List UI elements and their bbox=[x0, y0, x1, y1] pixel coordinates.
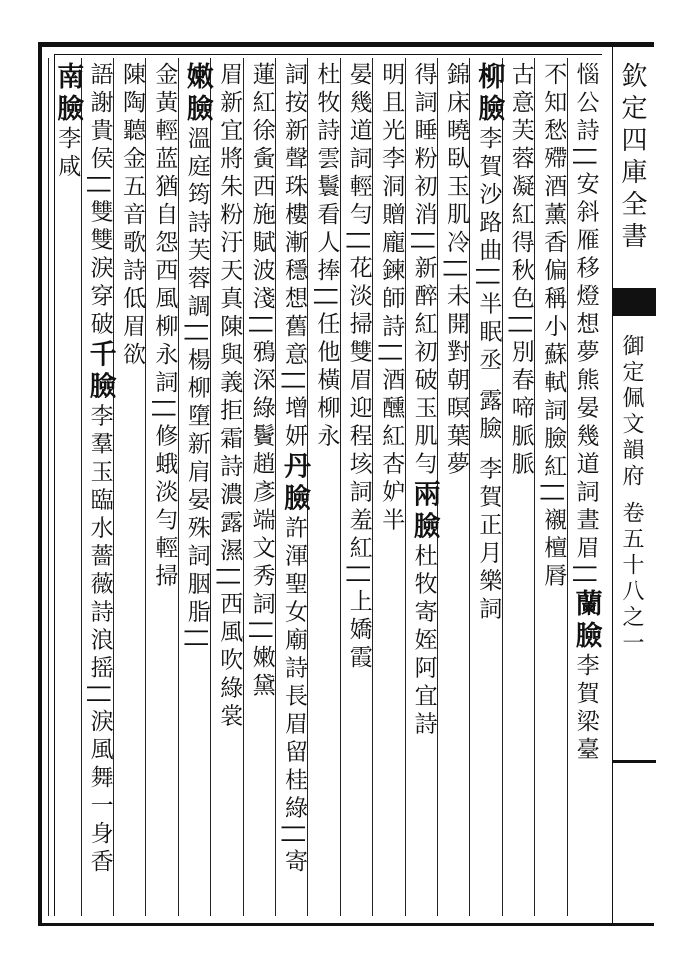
entry-heading: 丹臉 bbox=[279, 451, 310, 516]
entry-text: 不知愁殢酒薰香偏稱小蘇軾詞臉紅||襯檀脣 bbox=[540, 62, 567, 592]
entry-text: 得詞睡粉初消||新醉紅初破玉肌勻 bbox=[410, 62, 437, 480]
text-column bbox=[211, 62, 247, 912]
column-rule bbox=[48, 58, 49, 916]
text-column bbox=[406, 62, 442, 912]
entry-text: 溫庭筠詩芙蓉調||楊柳墮新肩晏殊詞胭脂|| bbox=[183, 126, 210, 653]
text-column bbox=[276, 62, 312, 912]
entry-text: 蓮紅徐夤西施賦波淺||鴉深綠鬢趙彥端文秀詞||嫩黛 bbox=[248, 62, 275, 701]
text-column bbox=[503, 62, 539, 912]
entry-text: 晏幾道詞輕勻||花淡掃雙眉迎程垓詞羞紅 bbox=[345, 62, 372, 564]
entry-heading: 嫩臉 bbox=[181, 62, 213, 126]
text-column bbox=[308, 62, 344, 912]
fishtail-mark bbox=[612, 288, 656, 314]
fishtail-line bbox=[612, 314, 656, 324]
text-column bbox=[114, 62, 150, 912]
entry-text: ||上嬌霞 bbox=[345, 563, 372, 673]
text-column bbox=[49, 62, 85, 912]
entry-text: 金黃輕蓝猶自怨西風柳永詞||修蛾淡勻輕掃 bbox=[151, 62, 178, 592]
entry-heading: 千臉 bbox=[84, 339, 116, 404]
entry-text: 古意芙蓉凝紅得秋色||別春啼脈脈 bbox=[507, 62, 534, 480]
entry-text: 語謝貴侯||雙雙淚穿破 bbox=[86, 62, 113, 340]
spine-title: 欽定四庫全書 bbox=[617, 62, 647, 254]
text-column bbox=[146, 62, 182, 912]
entry-heading: 兩臉 bbox=[408, 479, 440, 544]
text-column bbox=[244, 62, 280, 912]
text-column bbox=[438, 62, 474, 912]
spine-volume: 御定佩文韻府 卷五十八之一 bbox=[619, 334, 644, 657]
entry-text: 李咸 bbox=[54, 126, 81, 182]
entry-text: 李羣玉臨水薔薇詩浪摇||淚風舞一身香 bbox=[86, 403, 113, 877]
entry-text: 杜牧詩雲鬟看人捧||任他橫柳永 bbox=[313, 62, 340, 452]
entry-text: 錦床曉臥玉肌冷||未開對朝暝葉夢 bbox=[443, 62, 469, 480]
text-column bbox=[373, 62, 409, 912]
entry-heading: 南臉 bbox=[52, 62, 84, 126]
spine-rule bbox=[612, 760, 656, 763]
text-column bbox=[470, 62, 506, 912]
entry-text: 李賀梁臺 bbox=[572, 653, 599, 765]
entry-text: 杜牧寄姪阿宜詩 bbox=[410, 543, 437, 740]
entry-heading: 柳臉 bbox=[473, 62, 505, 126]
text-column bbox=[82, 62, 118, 912]
entry-text: 惱公詩||安斜雁移燈想夢熊晏幾道詞晝眉|| bbox=[572, 62, 599, 589]
text-column bbox=[341, 62, 377, 912]
entry-text: 詞按新聲珠樓漸穩想舊意||增妍 bbox=[281, 62, 307, 452]
text-column bbox=[179, 62, 215, 912]
text-column bbox=[568, 62, 604, 912]
entry-heading: 蘭臉 bbox=[570, 589, 602, 653]
entry-text: 許渾聖女廟詩長眉留桂綠||寄 bbox=[281, 515, 307, 877]
entry-text: 明且光李洞贈龐鍊師詩||酒醺紅杏妒半 bbox=[378, 62, 405, 536]
entry-text: 眉新宜將朱粉汙天真陳與義拒霜詩濃露濕||西風吹綠裳 bbox=[216, 62, 243, 732]
entry-text: 李賀沙路曲||半眠丞 露臉 李賀正月樂詞 bbox=[475, 126, 502, 625]
text-column bbox=[535, 62, 571, 912]
entry-text: 陳陶聽金五音歌詩低眉欲 bbox=[119, 62, 145, 370]
